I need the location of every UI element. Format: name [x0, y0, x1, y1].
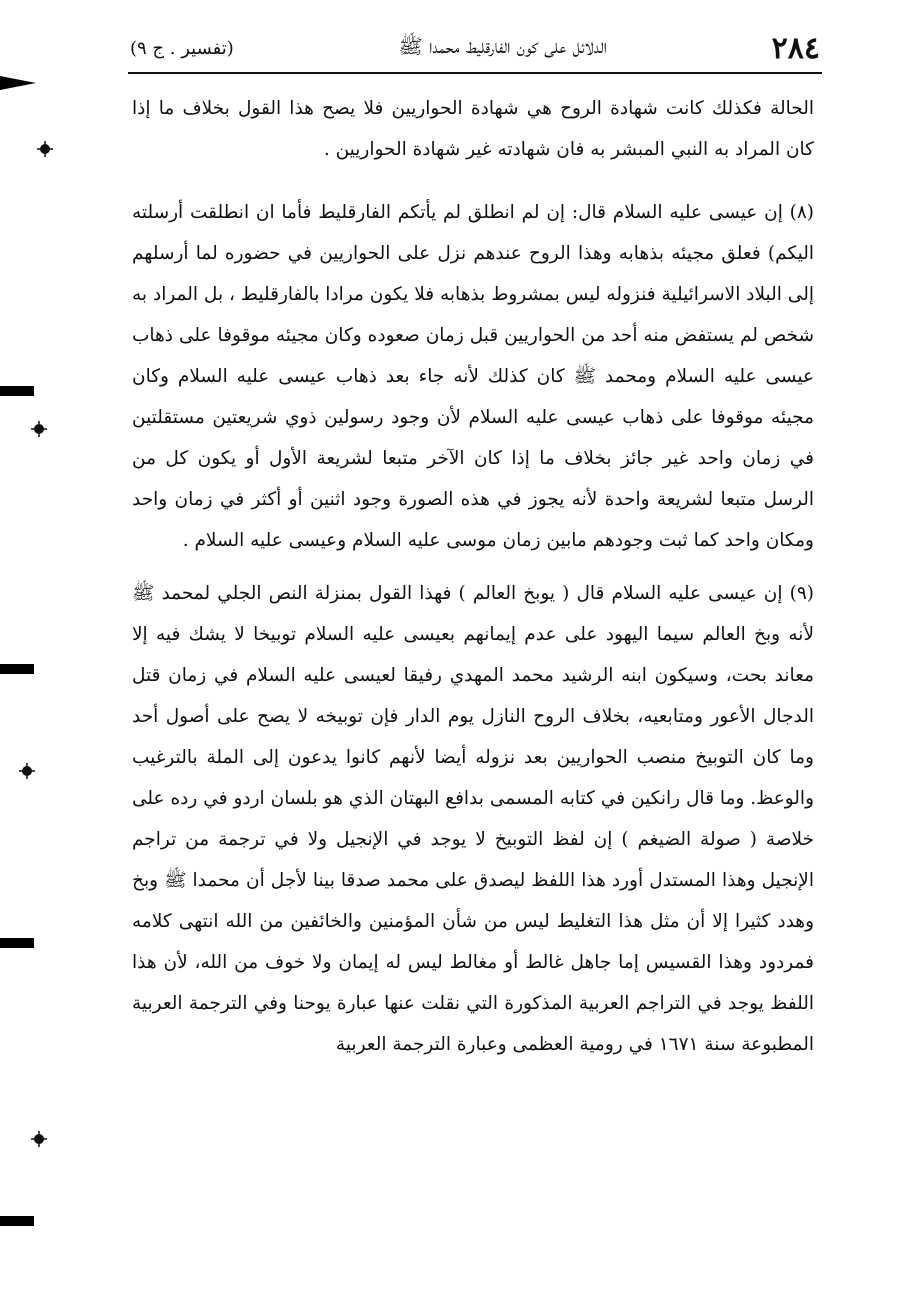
binding-mark: [0, 664, 34, 674]
ink-spot-icon: [36, 140, 54, 158]
ink-spot-icon: [30, 1130, 48, 1148]
paragraph-point-9: (٩) إن عيسى عليه السلام قال ( يوبخ العالم ) فهذا القول بمنزلة النص الجلي لمحمد ﷺ لأنه وبخ العالم سيما اليهود على عدم إيمانهم بعيسى عليه السلام توبيخا لا يشك فيه إلا معاند بحت، وسيكون ابنه الرشيد محمد المهدي رفيقا لعيسى عليه السلام في زمان قتل الدجال الأعور ومتابعيه، بخلاف الروح النازل يوم الدار فإن توبيخه لا يصح على أصول أحد وما كان التوبيخ منصب الحواريين بعد نزوله أيضا لأنهم كانوا يدعون إلى الملة بالترغيب والوعظ. وما قال رانكين في كتابه المسمى بدافع البهتان الذي هو بلسان اردو في رده على خلاصة ( صولة الضيغم ) إن لفظ التوبيخ لا يوجد في الإنجيل ولا في ترجمة من تراجم الإنجيل وهذا المستدل أورد هذا اللفظ ليصدق على محمد صدقا بينا لأجل أن محمدا ﷺ وبخ وهدد كثيرا إلا أن مثل هذا التغليط ليس من شأن المؤمنين والخائفين من الله انتهى كلامه فمردود وهذا القسيس إما جاهل غالط أو مغالط ليس له إيمان ولا خوف من الله، لأن هذا اللفظ يوجد في التراجم العربية المذكورة التي نقلت عنها عبارة يوحنا وفي الترجمة العربية المطبوعة سنة ١٦٧١ في رومية العظمى وعبارة الترجمة العربية: [132, 583, 814, 1055]
ink-spot-icon: [18, 762, 36, 780]
header-rule: [128, 72, 822, 74]
paragraph-point-8: (٨) إن عيسى عليه السلام قال: إن لم انطلق لم يأتكم الفارقليط فأما ان انطلقت أرسلته اليكم) فعلق مجيئه بذهابه وهذا الروح عندهم نزل على الحواريين في حضوره لما أرسلهم إلى البلاد الاسرائيلية فنزوله ليس بمشروط بذهابه فلا يكون مرادا بالفارقليط ، بل المراد به شخص لم يستفض منه أحد من الحواريين قبل زمان صعوده وكان مجيئه موقوفا على ذهاب عيسى عليه السلام ومحمد ﷺ كان كذلك لأنه جاء بعد ذهاب عيسى عليه السلام وكان مجيئه موقوفا على ذهاب عيسى عليه السلام لأن وجود رسولين ذوي شريعتين مستقلتين في زمان واحد غير جائز بخلاف ما إذا كان الآخر متبعا لشريعة الأول أو يكون كل من الرسل متبعا لشريعة واحدة لأنه يجوز في هذه الصورة وجود اثنين أو أكثر في زمان واحد ومكان واحد كما ثبت وجودهم مابين زمان موسى عليه السلام وعيسى عليه السلام .: [132, 202, 814, 551]
running-title: الدلائل على كون الفارقليط محمدا ﷺ: [398, 33, 607, 58]
binding-mark: [0, 1216, 34, 1226]
binding-mark: [0, 938, 34, 948]
paragraph-continuation: الحالة فكذلك كانت شهادة الروح هي شهادة الحواريين فلا يصح هذا القول بخلاف ما إذا كان المراد به النبي المبشر به فان شهادته غير شهادة الحواريين .: [132, 98, 814, 160]
binding-mark: [0, 386, 34, 396]
page-header: [130, 28, 820, 68]
page-number: ٢٨٤: [771, 30, 820, 66]
section-reference: (تفسير . ج ٩): [130, 37, 234, 59]
ink-spot-icon: [30, 420, 48, 438]
body-text: [132, 88, 814, 1065]
binding-mark-arrow: [0, 76, 36, 90]
